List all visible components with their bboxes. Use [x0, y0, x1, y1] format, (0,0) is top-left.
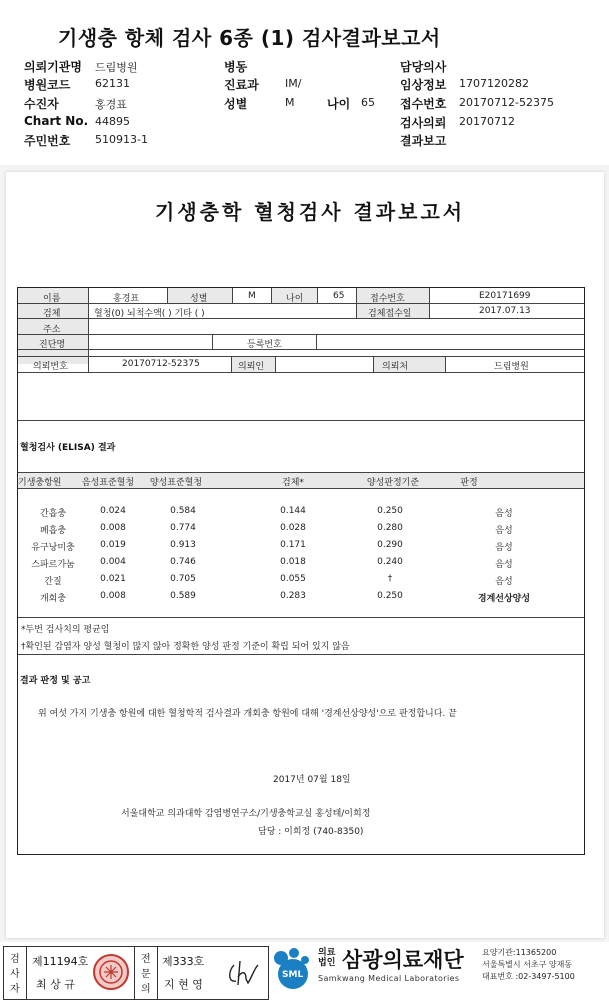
- field-label-doctor: 담당의사: [400, 60, 447, 74]
- row-antigen: 폐흡충: [39, 526, 67, 536]
- field-value-sex: M: [285, 96, 295, 109]
- row-specimen: 0.028: [280, 523, 306, 533]
- row-judgement: 경계선상양성: [477, 594, 531, 604]
- field-value-clinical-info: 1707120282: [459, 77, 529, 90]
- row-positive: 0.913: [170, 540, 196, 550]
- row-negative: 0.004: [100, 557, 126, 567]
- org-english-name: Samkwang Medical Laboratories: [318, 974, 460, 983]
- field-label-age: 나이: [327, 97, 351, 111]
- row-cutoff: 0.240: [377, 557, 403, 567]
- request-place-label: 의뢰처: [382, 362, 409, 372]
- row-negative: 0.024: [100, 506, 126, 516]
- field-label-hospital-code: 병원코드: [24, 78, 71, 92]
- inspector-name: 최 상 규: [36, 978, 75, 991]
- row-antigen: 개회충: [39, 594, 67, 604]
- sex-label: 성별: [190, 294, 208, 304]
- receipt-value: E20171699: [479, 291, 531, 301]
- org-info-code: 요양기관:11365200: [482, 948, 557, 957]
- col-header-judgement: 판정: [460, 478, 478, 488]
- field-value-hospital-code: 62131: [95, 77, 130, 90]
- report-date: 2017년 07월 18일: [273, 775, 351, 785]
- row-negative: 0.008: [100, 591, 126, 601]
- row-antigen: 유구낭미충: [31, 543, 75, 553]
- address-label: 주소: [43, 325, 61, 335]
- sml-logo-icon: [272, 946, 314, 992]
- col-header-cutoff: 양성판정기준: [366, 478, 420, 488]
- specimen-date-label: 검체접수일: [368, 309, 412, 319]
- requester-label: 의뢰인: [238, 362, 265, 372]
- seal-stamp-icon: [92, 953, 130, 991]
- field-value-age: 65: [361, 96, 375, 109]
- field-label-result-report: 결과보고: [400, 134, 447, 148]
- name-value: 홍경표: [113, 294, 140, 304]
- row-negative: 0.021: [100, 574, 126, 584]
- row-antigen: 간흡충: [39, 509, 67, 519]
- specialist-license-no: 제333호: [162, 955, 205, 968]
- report-title: 기생충 항체 검사 6종 (1) 검사결과보고서: [58, 26, 441, 50]
- conclusion-title: 결과 판정 및 공고: [20, 676, 91, 686]
- org-name: 삼광의료재단: [342, 948, 464, 972]
- col-header-negative: 음성표준혈청: [81, 478, 135, 488]
- col-header-positive: 양성표준혈청: [149, 478, 203, 488]
- row-antigen: 스파르가눔: [31, 560, 75, 570]
- col-header-antigen: 기생충항원: [18, 478, 62, 488]
- row-positive: 0.584: [170, 506, 196, 516]
- row-specimen: 0.283: [280, 591, 306, 601]
- request-place-value: 드림병원: [494, 362, 529, 372]
- field-label-institution: 의뢰기관명: [24, 60, 82, 74]
- row-cutoff: 0.280: [377, 523, 403, 533]
- specimen-value: 혈청(0) 뇌척수액( ) 기타 ( ): [94, 309, 205, 319]
- field-value-institution: 드림병원: [95, 61, 138, 74]
- note-average: *두번 검사치의 평균임: [21, 625, 110, 635]
- inspector-license-no: 제11194호: [32, 955, 89, 968]
- row-judgement: 음성: [495, 526, 513, 536]
- field-value-request-date: 20170712: [459, 115, 515, 128]
- contact-line: 담당 : 이희정 (740-8350): [258, 827, 364, 837]
- request-no-value: 20170712-52375: [122, 359, 200, 369]
- field-label-request-date: 검사의뢰: [400, 116, 447, 130]
- diagnosis-label: 진단명: [39, 340, 66, 350]
- field-label-resident-no: 주민번호: [24, 134, 71, 148]
- row-cutoff: 0.250: [377, 591, 403, 601]
- row-cutoff: †: [387, 574, 393, 584]
- field-value-patient: 홍경표: [95, 98, 127, 111]
- field-label-patient: 수진자: [24, 97, 59, 111]
- request-no-label: 의뢰번호: [33, 362, 68, 372]
- age-label: 나이: [286, 294, 304, 304]
- row-specimen: 0.018: [280, 557, 306, 567]
- report-form: [17, 287, 585, 855]
- org-info-address: 서울특별시 서초구 양재동: [482, 960, 573, 969]
- specialist-label-cell: 전 문 의: [134, 947, 158, 999]
- row-specimen: 0.171: [280, 540, 306, 550]
- inspector-label-cell: 검 사 자: [4, 947, 27, 999]
- field-label-clinical-info: 임상정보: [400, 78, 447, 92]
- row-positive: 0.746: [170, 557, 196, 567]
- field-label-ward: 병동: [224, 60, 248, 74]
- specimen-label: 검체: [43, 309, 61, 319]
- signature-icon: [224, 955, 262, 991]
- elisa-section-title: 혈청검사 (ELISA) 결과: [20, 443, 116, 453]
- org-info: [482, 947, 575, 983]
- row-positive: 0.774: [170, 523, 196, 533]
- row-antigen: 간질: [44, 577, 62, 587]
- row-judgement: 음성: [495, 543, 513, 553]
- specimen-date-value: 2017.07.13: [479, 306, 531, 316]
- row-positive: 0.589: [170, 591, 196, 601]
- field-label-dept: 진료과: [224, 78, 259, 92]
- field-label-sex: 성별: [224, 97, 248, 111]
- row-judgement: 음성: [495, 577, 513, 587]
- name-label: 이름: [43, 294, 61, 304]
- field-value-resident-no: 510913-1: [95, 133, 148, 146]
- field-label-chart-no: Chart No.: [24, 114, 89, 128]
- registration-label: 등록번호: [247, 340, 282, 350]
- scanned-report-title: 기생충학 혈청검사 결과보고서: [155, 200, 466, 224]
- row-cutoff: 0.250: [377, 506, 403, 516]
- row-judgement: 음성: [495, 560, 513, 570]
- row-specimen: 0.144: [280, 506, 306, 516]
- age-value: 65: [333, 291, 345, 301]
- field-value-dept: IM/: [285, 77, 302, 90]
- field-value-receipt-no: 20170712-52375: [459, 96, 554, 109]
- sex-value: M: [248, 291, 256, 301]
- org-info-phone: 대표번호 :02-3497-5100: [482, 972, 575, 981]
- row-negative: 0.019: [100, 540, 126, 550]
- row-positive: 0.705: [170, 574, 196, 584]
- row-cutoff: 0.290: [377, 540, 403, 550]
- row-specimen: 0.055: [280, 574, 306, 584]
- conclusion-text: 위 여섯 가지 기생충 항원에 대한 혈청학적 검사결과 개회충 항원에 대해 '경계선상양성'으로 판정합니다. 끝: [38, 709, 457, 719]
- field-label-receipt-no: 접수번호: [400, 97, 447, 111]
- row-judgement: 음성: [495, 509, 513, 519]
- note-cutoff: †확인된 감염자 양성 혈청이 많지 않아 정확한 양성 판정 기준이 확립 되어 있지 않음: [21, 642, 350, 652]
- org-prefix: 의료 법인: [318, 948, 336, 968]
- col-header-specimen: 검체*: [282, 478, 304, 488]
- signature-box: [3, 946, 269, 1000]
- logo-text: SML: [282, 970, 304, 980]
- specialist-name: 지 현 영: [164, 978, 203, 991]
- field-value-chart-no: 44895: [95, 115, 130, 128]
- row-negative: 0.008: [100, 523, 126, 533]
- receipt-label: 접수번호: [370, 294, 405, 304]
- institution-line: 서울대학교 의과대학 감염병연구소/기생충학교실 홍성태/이희정: [121, 809, 371, 819]
